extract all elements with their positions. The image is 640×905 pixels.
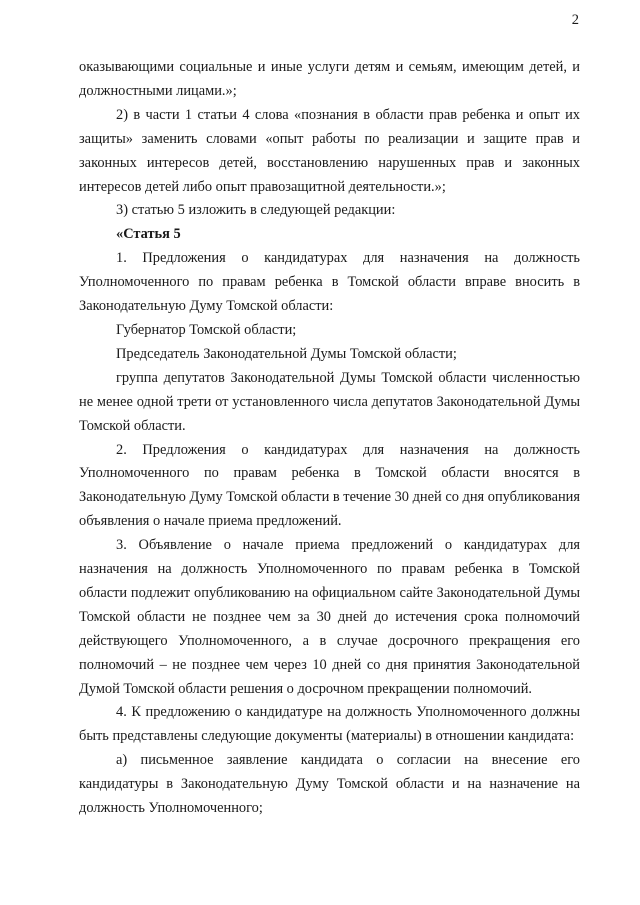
paragraph-continuation: оказывающими социальные и иные услуги детям и семьям, имеющим детей, и должностными лицами.»; (79, 59, 580, 99)
paragraph-clause-3: 3. Объявление о начале приема предложений о кандидатурах для назначения на должность Уполномоченного по правам ребенка в Томской области подлежит опубликованию на официальном сайте Законодательной Думы Томской области не позднее чем за 30 дней до истечения срока полномочий действующего Уполномоченного, а в случае досрочного прекращения его полномочий – не позднее чем через 10 дней со дня принятия Законодательной Думой Томской области решения о досрочном прекращении полномочий. (79, 537, 580, 697)
paragraph-clause-4: 4. К предложению о кандидатуре на должность Уполномоченного должны быть представлены следующие документы (материалы) в отношении кандидата: (79, 704, 580, 745)
paragraph-chairman: Председатель Законодательной Думы Томской области; (116, 345, 457, 362)
paragraph-governor: Губернатор Томской области; (116, 321, 297, 338)
article-heading: «Статья 5 (116, 226, 181, 243)
document-body (79, 56, 580, 821)
paragraph-clause-2: 2. Предложения о кандидатурах для назначения на должность Уполномоченного по правам ребенка в Томской области вносятся в Законодательную Думу Томской области в течение 30 дней со дня опубликования объявления о начале приема предложений. (79, 441, 580, 530)
paragraph-item-3: 3) статью 5 изложить в следующей редакции: (116, 202, 396, 219)
paragraph-item-2: 2) в части 1 статьи 4 слова «познания в области прав ребенка и опыт их защиты» заменить словами «опыт работы по реализации и защите прав и законных интересов детей, восстановлению нарушенных прав и законных интересов детей либо опыт правозащитной деятельности.»; (79, 106, 580, 195)
paragraph-clause-1: 1. Предложения о кандидатурах для назначения на должность Уполномоченного по правам ребенка в Томской области вправе вносить в Законодательную Думу Томской области: (79, 250, 580, 315)
paragraph-deputies-group: группа депутатов Законодательной Думы Томской области численностью не менее одной трети от установленного числа депутатов Законодательной Думы Томской области. (79, 369, 580, 434)
page-number: 2 (571, 12, 579, 28)
paragraph-subclause-a: а) письменное заявление кандидата о согласии на внесение его кандидатуры в Законодательную Думу Томской области и на назначение на должность Уполномоченного; (79, 752, 580, 817)
